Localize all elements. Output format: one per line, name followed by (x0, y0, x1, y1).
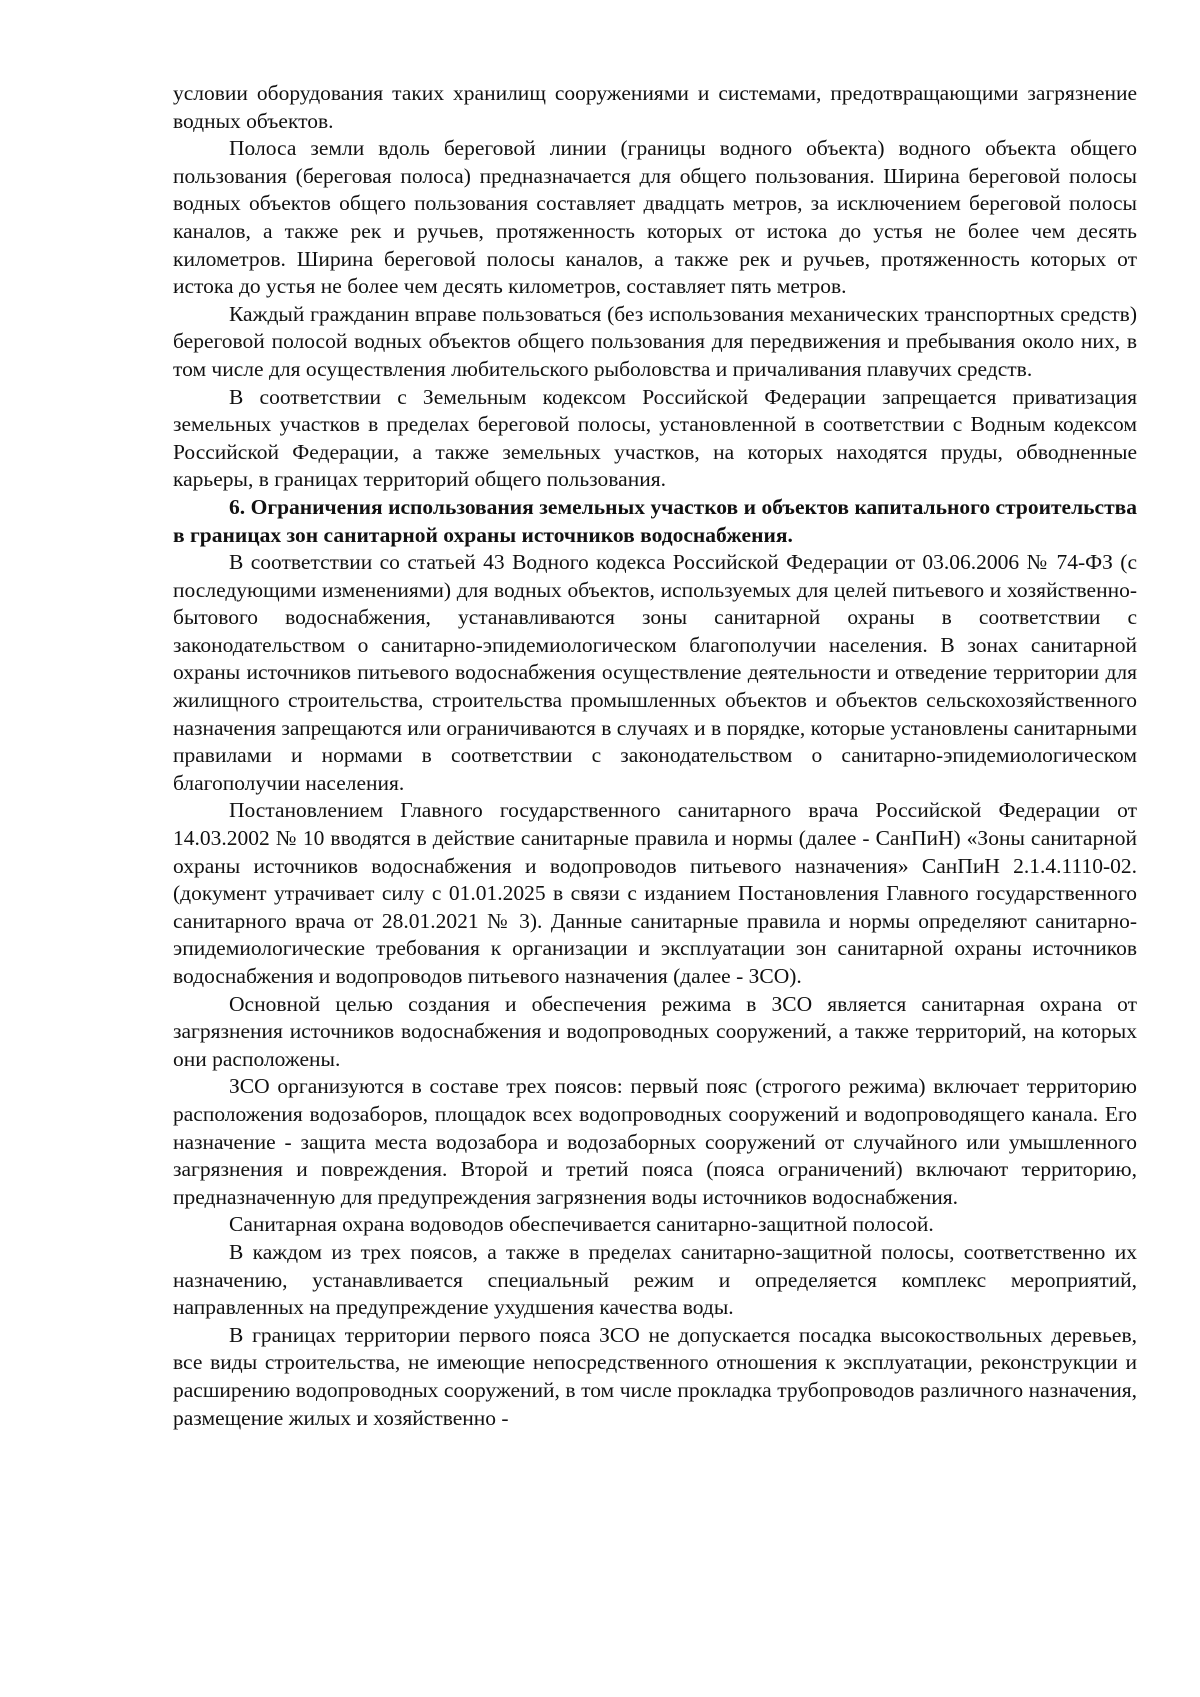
section-heading-6: 6. Ограничения использования земельных участков и объектов капитального строительства в границах зон санитарной охраны источников водоснабжения. (173, 494, 1137, 547)
paragraph-first-belt-restrictions: В границах территории первого пояса ЗСО не допускается посадка высокоствольных деревьев, все виды строительства, не имеющие непосредственного отношения к эксплуатации, реконструкции и расширению водопроводных сооружений, в том числе прокладка трубопроводов различного назначения, размещение жилых и хозяйственно - (173, 1322, 1137, 1430)
paragraph-shore-strip: Полоса земли вдоль береговой линии (границы водного объекта) водного объекта общего пользования (береговая полоса) предназначается для общего пользования. Ширина береговой полосы водных объектов общего пользования составляет двадцать метров, за исключением береговой полосы каналов, а также рек и ручьев, протяженность которых от истока до устья не более чем десять километров. Ширина береговой полосы каналов, а также рек и ручьев, протяженность которых от истока до устья не более чем десять километров, составляет пять метров. (173, 136, 1137, 299)
paragraph-zso-belts: ЗСО организуются в составе трех поясов: первый пояс (строгого режима) включает территорию расположения водозаборов, площадок всех водопроводных сооружений и водопроводящего канала. Его назначение - защита места водозабора и водозаборных сооружений от случайного или умышленного загрязнения и повреждения. Второй и третий пояса (пояса ограничений) включают территорию, предназначенную для предупреждения загрязнения воды источников водоснабжения. (173, 1074, 1137, 1209)
paragraph-water-code-article-43: В соответствии со статьей 43 Водного кодекса Российской Федерации от 03.06.2006 № 74-ФЗ (с последующими изменениями) для водных объектов, используемых для целей питьевого и хозяйственно-бытового водоснабжения, устанавливаются зоны санитарной охраны в соответствии с законодательством о санитарно-эпидемиологическом благополучии населения. В зонах санитарной охраны источников питьевого водоснабжения осуществление деятельности и отведение территории для жилищного строительства, строительства промышленных объектов и объектов сельскохозяйственного назначения запрещаются или ограничиваются в случаях и в порядке, которые установлены санитарными правилами и нормами в соответствии с законодательством о санитарно-эпидемиологическом благополучии населения. (173, 550, 1137, 795)
paragraph-special-regime: В каждом из трех поясов, а также в пределах санитарно-защитной полосы, соответственно их назначению, устанавливается специальный режим и определяется комплекс мероприятий, направленных на предупреждение ухудшения качества воды. (173, 1239, 1137, 1320)
paragraph-citizen-rights: Каждый гражданин вправе пользоваться (без использования механических транспортных средств) береговой полосой водных объектов общего пользования для передвижения и пребывания около них, в том числе для осуществления любительского рыболовства и причаливания плавучих средств. (173, 301, 1137, 381)
paragraph-conduit-protection: Санитарная охрана водоводов обеспечивается санитарно-защитной полосой. (229, 1212, 934, 1237)
paragraph-zso-purpose: Основной целью создания и обеспечения режима в ЗСО является санитарная охрана от загрязнения источников водоснабжения и водопроводных сооружений, а также территорий, на которых они расположены. (173, 991, 1137, 1071)
paragraph-continuation: условии оборудования таких хранилищ сооружениями и системами, предотвращающими загрязнение водных объектов. (173, 81, 1137, 133)
paragraph-sanpin-resolution: Постановлением Главного государственного санитарного врача Российской Федерации от 14.03.2002 № 10 вводятся в действие санитарные правила и нормы (далее - СанПиН) «Зоны санитарной охраны источников водоснабжения и водопроводов питьевого назначения» СанПиН 2.1.4.1110-02. (документ утрачивает силу с 01.01.2025 в связи с изданием Постановления Главного государственного санитарного врача от 28.01.2021 № 3). Данные санитарные правила и нормы определяют санитарно-эпидемиологические требования к организации и эксплуатации зон санитарной охраны источников водоснабжения и водопроводов питьевого назначения (далее - ЗСО). (173, 798, 1137, 988)
document-page (173, 80, 1137, 1432)
paragraph-land-code: В соответствии с Земельным кодексом Российской Федерации запрещается приватизация земельных участков в пределах береговой полосы, установленной в соответствии с Водным кодексом Российской Федерации, а также земельных участков, на которых находятся пруды, обводненные карьеры, в границах территорий общего пользования. (173, 384, 1137, 492)
